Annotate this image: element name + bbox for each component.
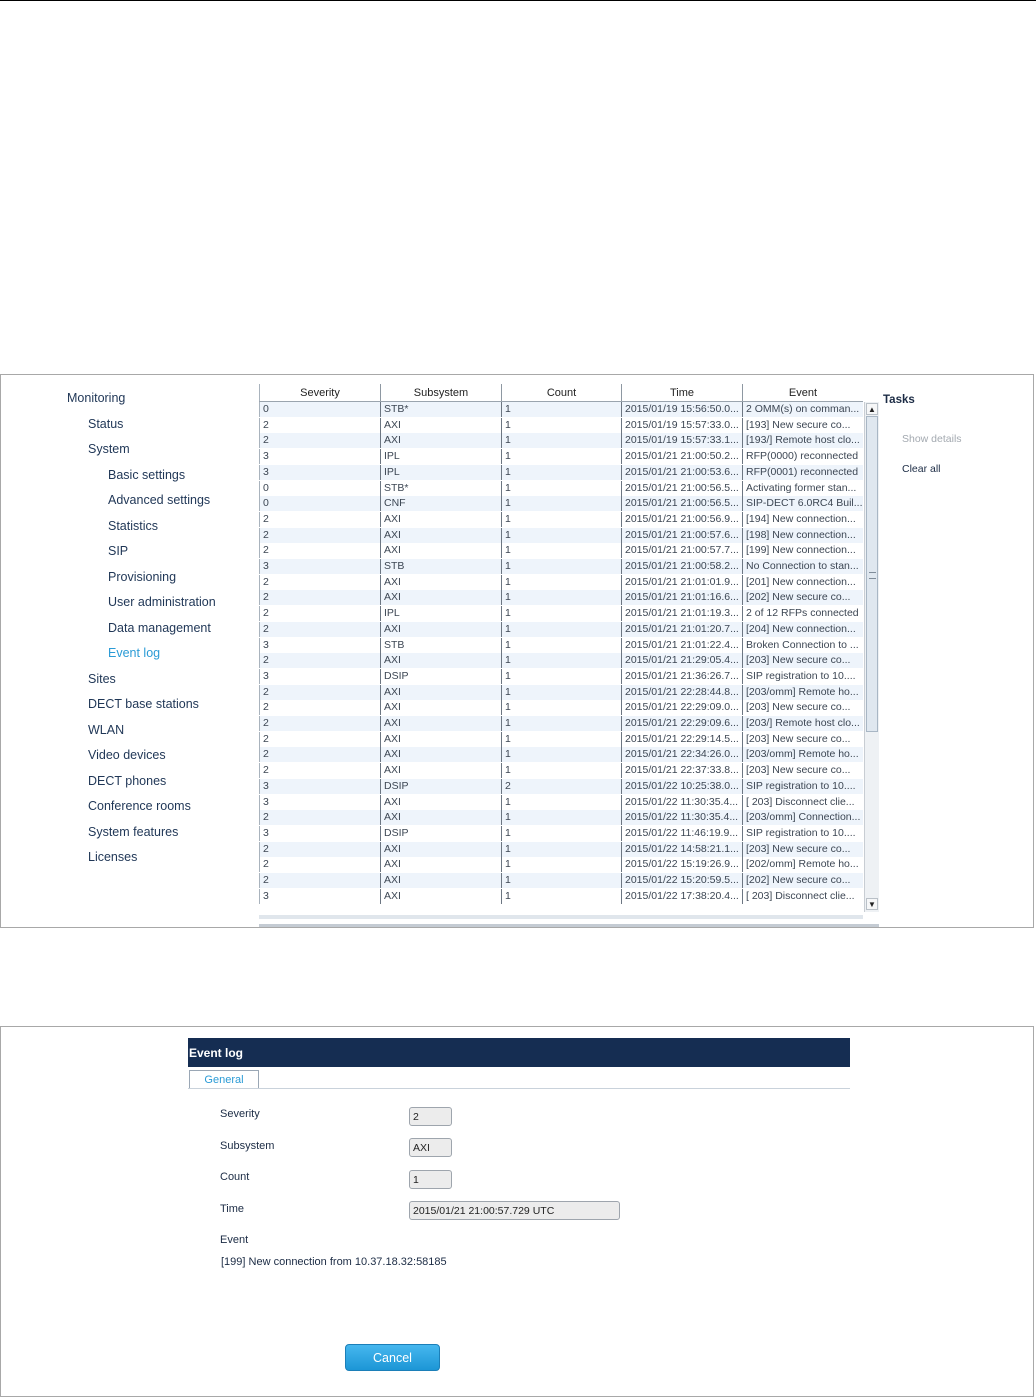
table-row[interactable] bbox=[259, 795, 863, 810]
cell-event: Broken Connection to ... bbox=[742, 638, 863, 653]
cell-time: 2015/01/21 21:00:50.2... bbox=[621, 449, 742, 464]
event-label: Event bbox=[220, 1234, 249, 1246]
cell-event: 2 OMM(s) on comman... bbox=[742, 402, 863, 417]
cell-event: [203/omm] Remote ho... bbox=[742, 747, 863, 762]
subsystem-label: Subsystem bbox=[220, 1140, 275, 1152]
cell-event: SIP registration to 10.... bbox=[742, 779, 863, 794]
cell-time: 2015/01/22 11:46:19.9... bbox=[621, 826, 742, 841]
table-row[interactable] bbox=[259, 638, 863, 653]
cell-event: [194] New connection... bbox=[742, 512, 863, 527]
sidebar-item-sip[interactable]: SIP bbox=[108, 544, 129, 558]
cell-count: 1 bbox=[501, 449, 621, 464]
clear-all-link[interactable]: Clear all bbox=[902, 463, 941, 475]
sidebar-item-user-administration[interactable]: User administration bbox=[108, 595, 216, 609]
table-header bbox=[259, 384, 863, 402]
cell-count: 1 bbox=[501, 590, 621, 605]
cell-subsystem: AXI bbox=[380, 842, 501, 857]
cell-subsystem: DSIP bbox=[380, 826, 501, 841]
tab-divider bbox=[188, 1088, 850, 1089]
cell-severity: 2 bbox=[259, 716, 380, 731]
cell-event: No Connection to stan... bbox=[742, 559, 863, 574]
sidebar-item-video-devices[interactable]: Video devices bbox=[88, 748, 166, 762]
cell-subsystem: IPL bbox=[380, 606, 501, 621]
cell-event: SIP registration to 10.... bbox=[742, 826, 863, 841]
table-row[interactable] bbox=[259, 418, 863, 433]
count-field[interactable]: 1 bbox=[409, 1170, 452, 1189]
cell-subsystem: STB bbox=[380, 638, 501, 653]
cell-time: 2015/01/21 21:01:22.4... bbox=[621, 638, 742, 653]
table-row[interactable] bbox=[259, 763, 863, 778]
event-detail-panel bbox=[0, 1026, 1034, 1397]
cell-subsystem: AXI bbox=[380, 716, 501, 731]
count-label: Count bbox=[220, 1171, 250, 1183]
cell-event: [202] New secure co... bbox=[742, 873, 863, 888]
table-row[interactable] bbox=[259, 732, 863, 747]
cell-severity: 2 bbox=[259, 528, 380, 543]
cell-count: 1 bbox=[501, 575, 621, 590]
cell-subsystem: AXI bbox=[380, 653, 501, 668]
show-details-link[interactable]: Show details bbox=[902, 433, 962, 445]
table-body bbox=[259, 402, 863, 913]
table-row[interactable] bbox=[259, 810, 863, 825]
cell-event: [203] New secure co... bbox=[742, 700, 863, 715]
cell-count: 1 bbox=[501, 857, 621, 872]
cell-severity: 3 bbox=[259, 638, 380, 653]
table-row[interactable] bbox=[259, 653, 863, 668]
cell-severity: 3 bbox=[259, 826, 380, 841]
table-row[interactable] bbox=[259, 889, 863, 904]
sidebar-item-sites[interactable]: Sites bbox=[88, 671, 116, 686]
cell-count: 1 bbox=[501, 747, 621, 762]
tab-general[interactable]: General bbox=[189, 1070, 259, 1089]
cell-time: 2015/01/22 11:30:35.4... bbox=[621, 810, 742, 825]
cell-event: [199] New connection... bbox=[742, 543, 863, 558]
cell-severity: 2 bbox=[259, 873, 380, 888]
cell-event: [203] New secure co... bbox=[742, 732, 863, 747]
table-row[interactable] bbox=[259, 685, 863, 700]
top-rule bbox=[0, 0, 1036, 1]
cell-severity: 3 bbox=[259, 779, 380, 794]
cell-subsystem: AXI bbox=[380, 747, 501, 762]
cell-count: 1 bbox=[501, 873, 621, 888]
cell-time: 2015/01/21 22:34:26.0... bbox=[621, 747, 742, 762]
cell-event: [203/omm] Connection... bbox=[742, 810, 863, 825]
cell-subsystem: STB* bbox=[380, 402, 501, 417]
cell-time: 2015/01/21 22:29:09.0... bbox=[621, 700, 742, 715]
cell-severity: 2 bbox=[259, 418, 380, 433]
cell-count: 1 bbox=[501, 543, 621, 558]
cell-subsystem: DSIP bbox=[380, 779, 501, 794]
column-header-event[interactable]: Event bbox=[742, 384, 863, 401]
scroll-grip-icon bbox=[869, 572, 876, 579]
scroll-down-arrow-icon[interactable]: ▼ bbox=[866, 898, 878, 910]
time-field[interactable]: 2015/01/21 21:00:57.729 UTC bbox=[409, 1201, 620, 1220]
cell-event: RFP(0000) reconnected bbox=[742, 449, 863, 464]
cell-time: 2015/01/21 21:00:56.9... bbox=[621, 512, 742, 527]
cell-count: 1 bbox=[501, 826, 621, 841]
table-row[interactable] bbox=[259, 747, 863, 762]
cell-event: RFP(0001) reconnected bbox=[742, 465, 863, 480]
cell-time: 2015/01/19 15:57:33.1... bbox=[621, 433, 742, 448]
table-row[interactable] bbox=[259, 512, 863, 527]
cell-event: [201] New connection... bbox=[742, 575, 863, 590]
table-row[interactable] bbox=[259, 779, 863, 794]
sidebar-item-status[interactable]: Status bbox=[88, 416, 124, 431]
severity-field[interactable]: 2 bbox=[409, 1107, 452, 1126]
column-header-severity[interactable]: Severity bbox=[259, 384, 380, 401]
cell-severity: 2 bbox=[259, 575, 380, 590]
cell-severity: 2 bbox=[259, 700, 380, 715]
cell-severity: 2 bbox=[259, 512, 380, 527]
cell-event: [202/omm] Remote ho... bbox=[742, 857, 863, 872]
table-row[interactable] bbox=[259, 402, 863, 417]
cell-severity: 3 bbox=[259, 449, 380, 464]
cell-count: 1 bbox=[501, 496, 621, 511]
column-header-count[interactable]: Count bbox=[501, 384, 621, 401]
horizontal-scrollbar[interactable] bbox=[259, 915, 863, 919]
cell-time: 2015/01/21 21:01:19.3... bbox=[621, 606, 742, 621]
cell-time: 2015/01/22 15:19:26.9... bbox=[621, 857, 742, 872]
cell-severity: 2 bbox=[259, 857, 380, 872]
cell-count: 1 bbox=[501, 732, 621, 747]
cell-time: 2015/01/22 15:20:59.5... bbox=[621, 873, 742, 888]
cell-count: 1 bbox=[501, 763, 621, 778]
cell-event: [203/] Remote host clo... bbox=[742, 716, 863, 731]
sidebar-item-statistics[interactable]: Statistics bbox=[108, 518, 159, 533]
cell-severity: 2 bbox=[259, 763, 380, 778]
sidebar-item-dect-base-stations[interactable]: DECT base stations bbox=[88, 697, 199, 711]
cell-event: [193/] Remote host clo... bbox=[742, 433, 863, 448]
dialog-title-bar: Event log bbox=[188, 1038, 850, 1067]
cell-severity: 2 bbox=[259, 732, 380, 747]
cell-event: [203] New secure co... bbox=[742, 842, 863, 857]
cell-severity: 2 bbox=[259, 685, 380, 700]
cell-subsystem: AXI bbox=[380, 700, 501, 715]
cell-subsystem: CNF bbox=[380, 496, 501, 511]
cell-count: 1 bbox=[501, 653, 621, 668]
cell-event: 2 of 12 RFPs connected bbox=[742, 606, 863, 621]
cell-severity: 0 bbox=[259, 496, 380, 511]
event-value: [199] New connection from 10.37.18.32:58185 bbox=[221, 1256, 447, 1268]
cell-count: 1 bbox=[501, 842, 621, 857]
cell-count: 1 bbox=[501, 512, 621, 527]
table-row[interactable] bbox=[259, 543, 863, 558]
table-row[interactable] bbox=[259, 842, 863, 857]
cell-count: 1 bbox=[501, 481, 621, 496]
cell-count: 1 bbox=[501, 795, 621, 810]
cell-count: 1 bbox=[501, 418, 621, 433]
cell-count: 1 bbox=[501, 889, 621, 904]
table-row[interactable] bbox=[259, 716, 863, 731]
cell-count: 2 bbox=[501, 779, 621, 794]
cell-count: 1 bbox=[501, 716, 621, 731]
cell-event: SIP-DECT 6.0RC4 Buil... bbox=[742, 496, 863, 511]
cell-subsystem: AXI bbox=[380, 528, 501, 543]
cell-count: 1 bbox=[501, 622, 621, 637]
cell-subsystem: IPL bbox=[380, 449, 501, 464]
cell-severity: 3 bbox=[259, 465, 380, 480]
cell-count: 1 bbox=[501, 685, 621, 700]
cell-time: 2015/01/21 22:28:44.8... bbox=[621, 685, 742, 700]
cell-severity: 2 bbox=[259, 842, 380, 857]
cell-severity: 2 bbox=[259, 590, 380, 605]
cell-severity: 2 bbox=[259, 622, 380, 637]
table-row[interactable] bbox=[259, 590, 863, 605]
cell-severity: 0 bbox=[259, 481, 380, 496]
cell-event: [204] New connection... bbox=[742, 622, 863, 637]
cell-time: 2015/01/21 22:29:14.5... bbox=[621, 732, 742, 747]
cell-time: 2015/01/19 15:56:50.0... bbox=[621, 402, 742, 417]
cell-count: 1 bbox=[501, 465, 621, 480]
cell-subsystem: DSIP bbox=[380, 669, 501, 684]
event-table bbox=[259, 384, 879, 927]
table-row[interactable] bbox=[259, 465, 863, 480]
table-row[interactable] bbox=[259, 528, 863, 543]
table-row[interactable] bbox=[259, 857, 863, 872]
cell-severity: 2 bbox=[259, 606, 380, 621]
cell-time: 2015/01/21 21:00:58.2... bbox=[621, 559, 742, 574]
cancel-button[interactable]: Cancel bbox=[345, 1344, 440, 1371]
time-label: Time bbox=[220, 1203, 245, 1215]
cell-time: 2015/01/22 14:58:21.1... bbox=[621, 842, 742, 857]
cell-subsystem: AXI bbox=[380, 575, 501, 590]
cell-event: [198] New connection... bbox=[742, 528, 863, 543]
cell-subsystem: AXI bbox=[380, 418, 501, 433]
cell-event: [203] New secure co... bbox=[742, 763, 863, 778]
cell-subsystem: AXI bbox=[380, 685, 501, 700]
table-row[interactable] bbox=[259, 449, 863, 464]
cell-severity: 2 bbox=[259, 810, 380, 825]
cell-time: 2015/01/21 21:00:56.5... bbox=[621, 496, 742, 511]
cell-time: 2015/01/21 21:36:26.7... bbox=[621, 669, 742, 684]
table-row[interactable] bbox=[259, 496, 863, 511]
cell-subsystem: STB bbox=[380, 559, 501, 574]
cell-severity: 3 bbox=[259, 889, 380, 904]
sidebar-item-provisioning[interactable]: Provisioning bbox=[108, 569, 177, 584]
cell-subsystem: AXI bbox=[380, 512, 501, 527]
cell-count: 1 bbox=[501, 528, 621, 543]
cell-time: 2015/01/21 22:37:33.8... bbox=[621, 763, 742, 778]
cell-time: 2015/01/21 21:29:05.4... bbox=[621, 653, 742, 668]
cell-subsystem: IPL bbox=[380, 465, 501, 480]
cell-event: SIP registration to 10.... bbox=[742, 669, 863, 684]
cell-subsystem: AXI bbox=[380, 889, 501, 904]
cell-event: Activating former stan... bbox=[742, 481, 863, 496]
sidebar-item-data-management[interactable]: Data management bbox=[108, 620, 211, 635]
sidebar-item-dect-phones[interactable]: DECT phones bbox=[88, 773, 167, 788]
subsystem-field[interactable]: AXI bbox=[409, 1138, 452, 1157]
sidebar-item-basic-settings[interactable]: Basic settings bbox=[108, 467, 186, 482]
cell-subsystem: AXI bbox=[380, 433, 501, 448]
table-row[interactable] bbox=[259, 873, 863, 888]
vertical-scrollbar[interactable] bbox=[864, 402, 879, 912]
cell-subsystem: AXI bbox=[380, 795, 501, 810]
scroll-thumb[interactable] bbox=[866, 416, 878, 732]
column-header-subsystem[interactable]: Subsystem bbox=[380, 384, 501, 401]
cell-time: 2015/01/21 21:01:16.6... bbox=[621, 590, 742, 605]
cell-time: 2015/01/19 15:57:33.0... bbox=[621, 418, 742, 433]
table-row[interactable] bbox=[259, 669, 863, 684]
cell-subsystem: AXI bbox=[380, 873, 501, 888]
table-row[interactable] bbox=[259, 559, 863, 574]
cell-time: 2015/01/21 21:00:56.5... bbox=[621, 481, 742, 496]
cell-severity: 3 bbox=[259, 559, 380, 574]
sidebar-item-event-log[interactable]: Event log bbox=[108, 646, 161, 660]
column-header-time[interactable]: Time bbox=[621, 384, 742, 401]
table-row[interactable] bbox=[259, 575, 863, 590]
cell-time: 2015/01/22 17:38:20.4... bbox=[621, 889, 742, 904]
cell-count: 1 bbox=[501, 669, 621, 684]
cell-event: [ 203] Disconnect clie... bbox=[742, 795, 863, 810]
cell-count: 1 bbox=[501, 433, 621, 448]
cell-subsystem: AXI bbox=[380, 543, 501, 558]
cell-count: 1 bbox=[501, 638, 621, 653]
cell-severity: 2 bbox=[259, 543, 380, 558]
table-row[interactable] bbox=[259, 622, 863, 637]
cell-count: 1 bbox=[501, 402, 621, 417]
sidebar-item-system[interactable]: System bbox=[88, 442, 130, 456]
cell-subsystem: AXI bbox=[380, 622, 501, 637]
table-row[interactable] bbox=[259, 700, 863, 715]
cell-severity: 2 bbox=[259, 433, 380, 448]
cell-subsystem: STB* bbox=[380, 481, 501, 496]
cell-count: 1 bbox=[501, 606, 621, 621]
sidebar-item-wlan[interactable]: WLAN bbox=[88, 722, 125, 737]
cell-time: 2015/01/21 21:01:20.7... bbox=[621, 622, 742, 637]
cell-subsystem: AXI bbox=[380, 590, 501, 605]
cell-severity: 3 bbox=[259, 795, 380, 810]
cell-count: 1 bbox=[501, 810, 621, 825]
event-log-list-panel bbox=[0, 374, 1034, 928]
cell-severity: 2 bbox=[259, 653, 380, 668]
sidebar-item-licenses[interactable]: Licenses bbox=[88, 850, 138, 864]
cell-count: 1 bbox=[501, 559, 621, 574]
tasks-heading: Tasks bbox=[883, 394, 915, 406]
sidebar-item-monitoring[interactable]: Monitoring bbox=[67, 391, 126, 405]
cell-event: [ 203] Disconnect clie... bbox=[742, 889, 863, 904]
cell-severity: 0 bbox=[259, 402, 380, 417]
table-row[interactable] bbox=[259, 481, 863, 496]
cell-subsystem: AXI bbox=[380, 763, 501, 778]
cell-time: 2015/01/22 10:25:38.0... bbox=[621, 779, 742, 794]
cell-subsystem: AXI bbox=[380, 810, 501, 825]
sidebar-item-system-features[interactable]: System features bbox=[88, 824, 179, 839]
cell-event: [202] New secure co... bbox=[742, 590, 863, 605]
cell-time: 2015/01/21 21:00:57.7... bbox=[621, 543, 742, 558]
cell-count: 1 bbox=[501, 700, 621, 715]
cell-event: [203/omm] Remote ho... bbox=[742, 685, 863, 700]
severity-label: Severity bbox=[220, 1108, 260, 1120]
cell-time: 2015/01/21 22:29:09.6... bbox=[621, 716, 742, 731]
cell-subsystem: AXI bbox=[380, 732, 501, 747]
scroll-up-arrow-icon[interactable]: ▲ bbox=[866, 403, 878, 415]
sidebar-item-advanced-settings[interactable]: Advanced settings bbox=[108, 493, 211, 507]
table-row[interactable] bbox=[259, 606, 863, 621]
table-row[interactable] bbox=[259, 433, 863, 448]
cell-time: 2015/01/22 11:30:35.4... bbox=[621, 795, 742, 810]
table-row[interactable] bbox=[259, 826, 863, 841]
sidebar-item-conference-rooms[interactable]: Conference rooms bbox=[88, 799, 191, 813]
cell-subsystem: AXI bbox=[380, 857, 501, 872]
cell-severity: 3 bbox=[259, 669, 380, 684]
cell-event: [203] New secure co... bbox=[742, 653, 863, 668]
cell-event: [193] New secure co... bbox=[742, 418, 863, 433]
cell-time: 2015/01/21 21:00:53.6... bbox=[621, 465, 742, 480]
cell-time: 2015/01/21 21:01:01.9... bbox=[621, 575, 742, 590]
cell-severity: 2 bbox=[259, 747, 380, 762]
cell-time: 2015/01/21 21:00:57.6... bbox=[621, 528, 742, 543]
